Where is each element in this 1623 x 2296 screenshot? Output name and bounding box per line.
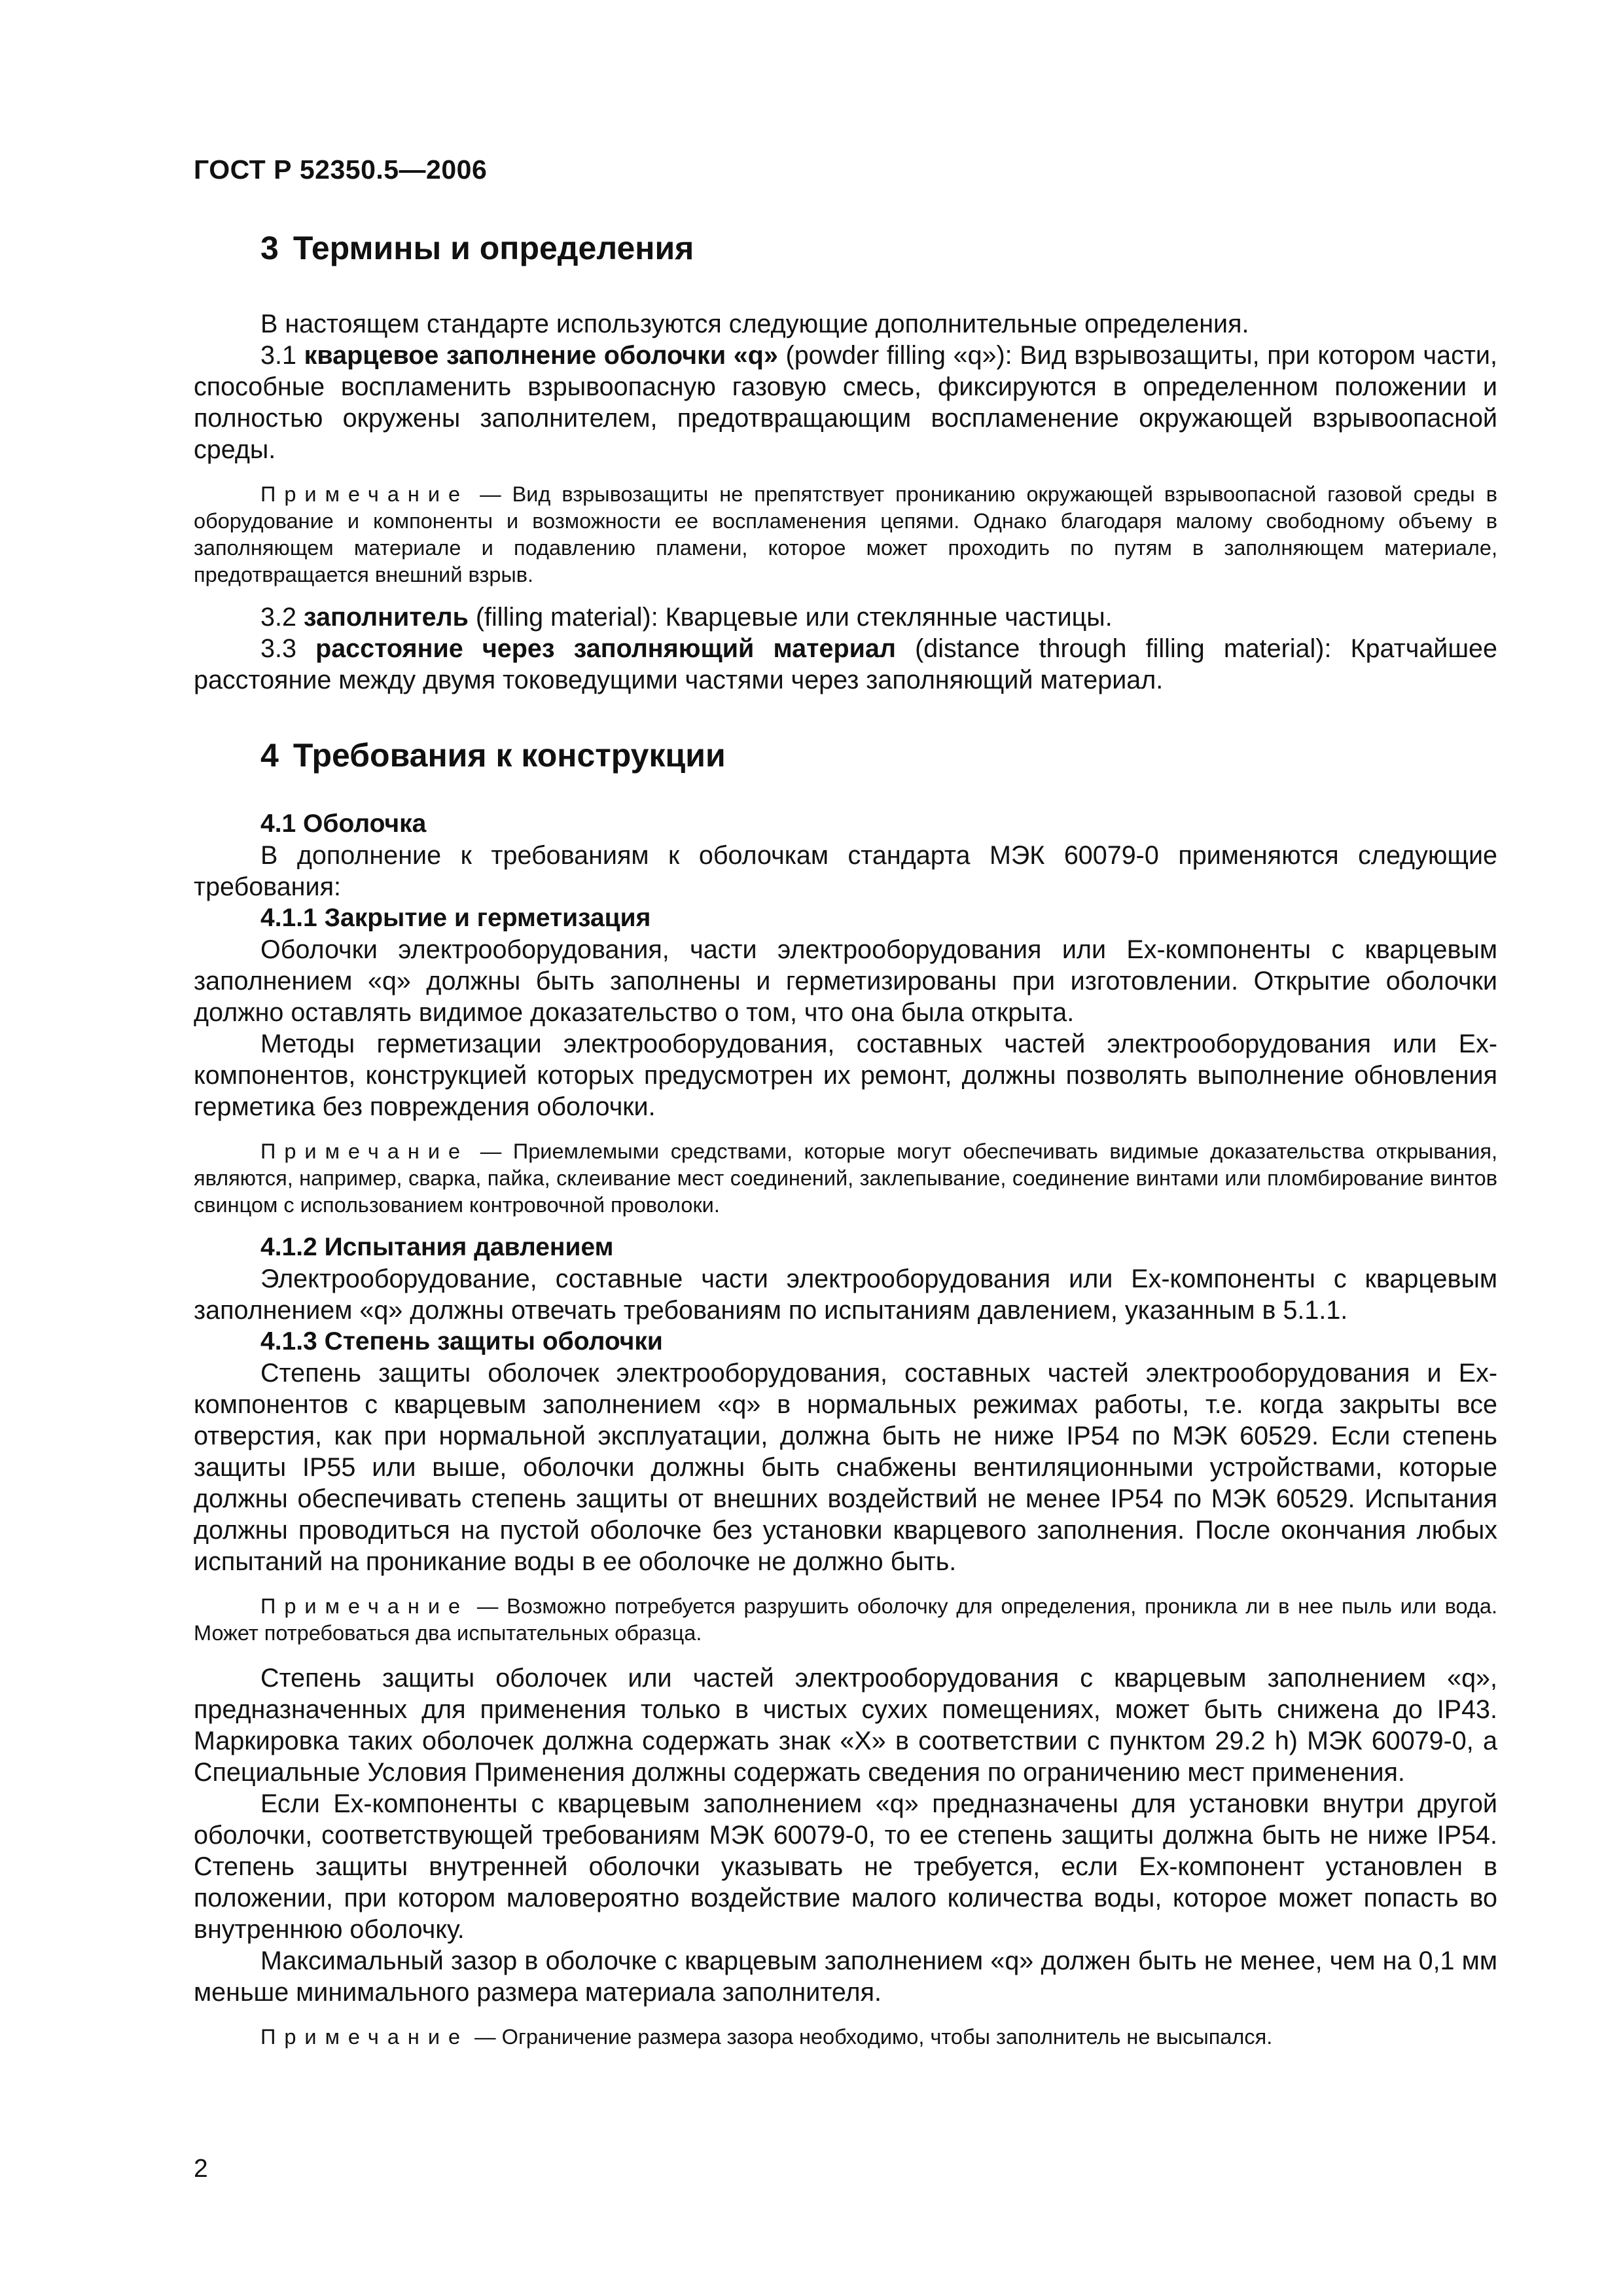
section-3-heading xyxy=(194,223,1497,274)
section-4-number: 4 xyxy=(260,737,279,774)
clause-4-1-1-paragraph-1: Оболочки электрооборудования, части электрооборудования или Ex-компоненты с кварцевым заполнением «q» должны быть заполнены и герметизированы при изготовлении. Открытие оболочки должно оставлять видимое доказательство о том, что она была открыта. xyxy=(194,935,1497,1027)
page-number: 2 xyxy=(194,2155,208,2183)
clause-4-1-1-paragraph-2: Методы герметизации электрооборудования, составных частей электрооборудования или Ex-компонентов, конструкцией которых предусмотрен их ремонт, должны позволять выполнение обновления герметика без повреждения оболочки. xyxy=(194,1030,1497,1121)
clause-4-1-3-paragraph-1: Степень защиты оболочек электрооборудования, составных частей электрооборудования и Ex-компонентов с кварцевым заполнением «q» в нормальных режимах работы, т.е. когда закрыты все отверстия, как при нормальной эксплуатации, должна быть не ниже IP54 по МЭК 60529. Если степень защиты IP55 или выше, оболочки должны быть снабжены вентиляционными устройствами, которые должны обеспечивать степень защиты от внешних воздействий не менее IP54 по МЭК 60529. Испытания должны проводиться на пустой оболочке без установки кварцевого заполнения. После окончания любых испытаний на проникание воды в ее оболочке не должно быть. xyxy=(194,1359,1497,1576)
clause-4-1-2-heading: 4.1.2 Испытания давлением xyxy=(260,1233,614,1261)
term-3-1-number: 3.1 xyxy=(260,341,296,370)
term-3-2-name: заполнитель xyxy=(303,603,469,632)
term-3-3 xyxy=(194,633,1497,696)
term-3-3-number: 3.3 xyxy=(260,634,296,663)
term-3-2-definition: (filling material): Кварцевые или стеклянные частицы. xyxy=(475,603,1113,632)
term-3-1-definition: (powder filling «q»): Вид взрывозащиты, при котором части, способные воспламенить взрывоопасную газовую смесь, фиксируются в определенном положении и полностью окружены заполнителем, предотвращающим воспламенение окружающей взрывоопасной среды. xyxy=(194,341,1497,464)
clause-4-1-2-paragraph-1: Электрооборудование, составные части электрооборудования или Ex-компоненты с кварцевым заполнением «q» должны отвечать требованиям по испытаниям давлением, указанным в 5.1.1. xyxy=(194,1265,1497,1325)
note-4-label: Примечание xyxy=(260,2025,469,2049)
term-3-3-definition: (distance through filling material): Кратчайшее расстояние между двумя токоведущими частями через заполняющий материал. xyxy=(194,634,1497,694)
clause-4-1-3-heading: 4.1.3 Степень защиты оболочки xyxy=(260,1327,663,1355)
note-2 xyxy=(194,1138,1497,1219)
note-3 xyxy=(194,1593,1497,1647)
section-3-title: Термины и определения xyxy=(293,230,694,266)
term-3-1 xyxy=(194,340,1497,465)
term-3-2-number: 3.2 xyxy=(260,603,296,632)
subsection-4-1-heading: 4.1 Оболочка xyxy=(260,810,427,838)
section-4-heading xyxy=(194,730,1497,781)
note-3-text: — Возможно потребуется разрушить оболочку для определения, проникла ли в нее пыль или вода. Может потребоваться два испытательных образца. xyxy=(194,1594,1497,1645)
document-body xyxy=(194,223,1497,2051)
section-4-title: Требования к конструкции xyxy=(293,737,726,774)
note-1 xyxy=(194,481,1497,588)
section-3-intro: В настоящем стандарте используются следующие дополнительные определения. xyxy=(260,310,1249,338)
note-1-label: Примечание xyxy=(260,482,469,506)
note-3-label: Примечание xyxy=(260,1594,469,1618)
term-3-1-name: кварцевое заполнение оболочки «q» xyxy=(304,341,778,370)
term-3-2 xyxy=(194,601,1497,633)
clause-4-1-3-paragraph-3: Если Ex-компоненты с кварцевым заполнением «q» предназначены для установки внутри другой оболочки, соответствующей требованиям МЭК 60079-0, то ее степень защиты должна быть не ниже IP54. Степень защиты внутренней оболочки указывать не требуется, если Ex-компонент установлен в положении, при котором маловероятно воздействие малого количества воды, которое может попасть во внутреннюю оболочку. xyxy=(194,1789,1497,1944)
section-3-number: 3 xyxy=(260,230,279,266)
note-4-text: — Ограничение размера зазора необходимо, чтобы заполнитель не высыпался. xyxy=(469,2025,1273,2049)
clause-4-1-1-heading: 4.1.1 Закрытие и герметизация xyxy=(260,904,651,932)
term-3-3-name: расстояние через заполняющий материал xyxy=(315,634,896,663)
note-1-text: — Вид взрывозащиты не препятствует прониканию окружающей взрывоопасной газовой среды в оборудование и компоненты и возможности ее воспламенения цепями. Однако благодаря малому свободному объему в заполняющем материале и подавлению пламени, которое может проходить по путям в заполняющем материале, предотвращается внешний взрыв. xyxy=(194,482,1497,586)
note-4 xyxy=(194,2024,1497,2051)
note-2-label: Примечание xyxy=(260,1139,469,1163)
clause-4-1-3-paragraph-4: Максимальный зазор в оболочке с кварцевым заполнением «q» должен быть не менее, чем на 0,1 мм меньше минимального размера материала заполнителя. xyxy=(194,1946,1497,2007)
note-2-text: — Приемлемыми средствами, которые могут обеспечивать видимые доказательства открывания, являются, например, сварка, пайка, склеивание мест соединений, заклепывание, соединение винтами или пломбирование винтов свинцом с использованием контровочной проволоки. xyxy=(194,1139,1497,1217)
document-code: ГОСТ Р 52350.5—2006 xyxy=(194,154,488,185)
clause-4-1-3-paragraph-2: Степень защиты оболочек или частей электрооборудования с кварцевым заполнением «q», предназначенных для применения только в чистых сухих помещениях, может быть снижена до IP43. Маркировка таких оболочек должна содержать знак «X» в соответствии с пунктом 29.2 h) МЭК 60079-0, а Специальные Условия Применения должны содержать сведения по ограничению мест применения. xyxy=(194,1664,1497,1787)
subsection-4-1-text: В дополнение к требованиям к оболочкам стандарта МЭК 60079-0 применяются следующие требования: xyxy=(194,841,1497,901)
